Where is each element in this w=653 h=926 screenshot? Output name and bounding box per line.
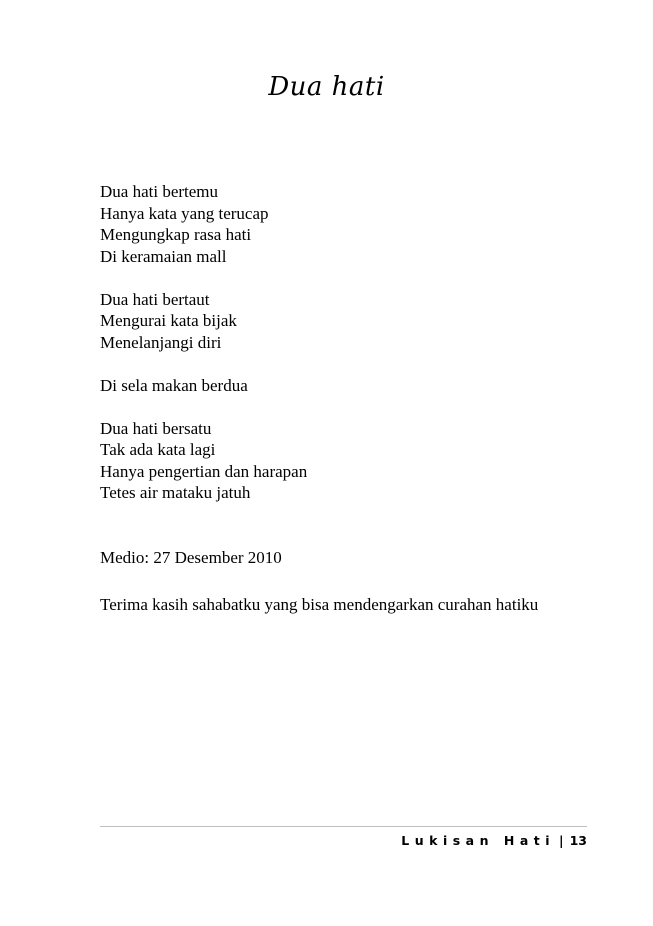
poem-line: Dua hati bersatu <box>100 418 212 438</box>
poem-line: Mengurai kata bijak <box>100 311 237 330</box>
stanza-4 <box>100 418 620 504</box>
footer-book-title: Lukisan Hati <box>401 833 556 848</box>
dedication-line: Terima kasih sahabatku yang bisa mendengarkan curahan hatiku <box>100 595 539 614</box>
poem-line: Di sela makan berdua <box>100 375 248 395</box>
poem-line: Hanya pengertian dan harapan <box>100 461 308 481</box>
page-footer <box>401 833 587 848</box>
poem-body <box>100 181 620 616</box>
stanza-3 <box>100 375 620 397</box>
date-line: Medio: 27 Desember 2010 <box>100 547 282 567</box>
poem-line: Menelanjangi diri <box>100 332 222 352</box>
poem-line: Tetes air mataku jatuh <box>100 483 251 502</box>
poem-line: Hanya kata yang terucap <box>100 203 269 223</box>
stanza-2 <box>100 289 620 354</box>
poem-line: Dua hati bertemu <box>100 182 219 201</box>
poem-title: Dua hati <box>268 72 385 102</box>
stanza-1 <box>100 181 620 267</box>
poem-line: Tak ada kata lagi <box>100 440 216 459</box>
poem-line: Di keramaian mall <box>100 246 227 266</box>
footer-separator: | <box>559 833 564 848</box>
page-number: 13 <box>569 833 587 848</box>
poem-line: Mengungkap rasa hati <box>100 225 252 244</box>
poem-line: Dua hati bertaut <box>100 289 210 309</box>
footer-divider <box>100 826 587 827</box>
